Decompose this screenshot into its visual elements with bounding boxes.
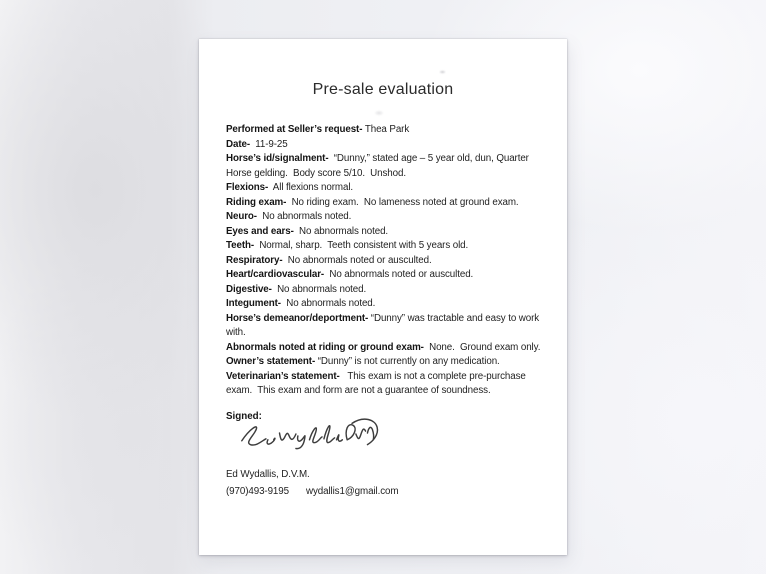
field-value: This exam is not a complete pre-purchase exam. This exam and form are not a guarantee of soundness. xyxy=(226,370,529,396)
field-digestive xyxy=(226,283,547,298)
field-value: All flexions normal. xyxy=(268,182,354,193)
field-label: Respiratory- xyxy=(226,254,283,266)
field-value: None. Ground exam only. xyxy=(423,341,541,353)
field-label: Horse’s id/signalment- xyxy=(226,153,329,164)
field-label: Performed at Seller’s request- xyxy=(226,124,363,135)
field-value: No abnormals noted. xyxy=(271,283,367,295)
scan-artifact xyxy=(374,110,384,116)
phone-number: (970)493-9195 xyxy=(226,485,289,497)
document-page xyxy=(199,39,567,555)
field-label: Heart/cardiovascular- xyxy=(226,269,325,280)
field-value: No riding exam. No lameness noted at ground exam. xyxy=(286,196,519,208)
field-label: Horse’s demeanor/deportment- xyxy=(226,312,369,324)
field-label: Digestive- xyxy=(226,283,272,295)
field-respiratory xyxy=(226,254,547,269)
scan-artifact xyxy=(439,70,446,74)
page-title: Pre-sale evaluation xyxy=(312,81,454,98)
field-value: No abnormals noted or ausculted. xyxy=(324,269,474,280)
email-address: wydallis1@gmail.com xyxy=(305,485,399,497)
field-value: No abnormals noted. xyxy=(256,211,352,222)
field-value: “Dunny,” stated age – 5 year old, dun, Quarter Horse gelding. Body score 5/10. Unshod. xyxy=(226,153,532,179)
field-label: Integument- xyxy=(226,298,281,309)
field-label: Abnormals noted at riding or ground exam- xyxy=(226,341,424,353)
contact-line xyxy=(226,483,567,500)
contact-block xyxy=(226,466,567,500)
field-flexions xyxy=(226,181,547,196)
field-label: Eyes and ears- xyxy=(226,225,294,237)
field-teeth xyxy=(226,239,547,254)
field-riding-exam xyxy=(226,196,547,211)
signature-block xyxy=(226,410,567,466)
field-date xyxy=(226,138,547,153)
field-value: “Dunny” was tractable and easy to work with. xyxy=(226,312,542,338)
field-value: No abnormals noted or ausculted. xyxy=(282,254,432,266)
field-value: Normal, sharp. Teeth consistent with 5 years old. xyxy=(254,240,469,251)
field-value: “Dunny” is not currently on any medication. xyxy=(315,356,500,367)
signed-label: Signed: xyxy=(226,410,262,422)
evaluation-fields xyxy=(199,123,567,399)
field-label: Veterinarian’s statement- xyxy=(226,370,340,382)
field-performed-at xyxy=(226,123,547,138)
field-label: Date- xyxy=(226,138,250,150)
field-abnormals xyxy=(226,341,547,356)
field-heart xyxy=(226,268,547,283)
field-label: Flexions- xyxy=(226,182,269,193)
field-value: 11-9-25 xyxy=(250,138,288,150)
field-eyes-ears xyxy=(226,225,547,240)
vet-name: Ed Wydallis, D.V.M. xyxy=(226,468,310,480)
field-value: No abnormals noted. xyxy=(293,225,389,237)
field-demeanor xyxy=(226,312,547,341)
field-id-signalment xyxy=(226,152,547,181)
field-value: Thea Park xyxy=(362,124,410,135)
field-label: Riding exam- xyxy=(226,196,287,208)
field-owner-statement xyxy=(226,355,547,370)
field-label: Neuro- xyxy=(226,211,257,222)
field-vet-statement xyxy=(226,370,547,399)
field-neuro xyxy=(226,210,547,225)
field-integument xyxy=(226,297,547,312)
field-label: Teeth- xyxy=(226,240,255,251)
field-label: Owner’s statement- xyxy=(226,356,316,367)
signature-scrawl xyxy=(236,414,381,454)
field-value: No abnormals noted. xyxy=(280,298,376,309)
